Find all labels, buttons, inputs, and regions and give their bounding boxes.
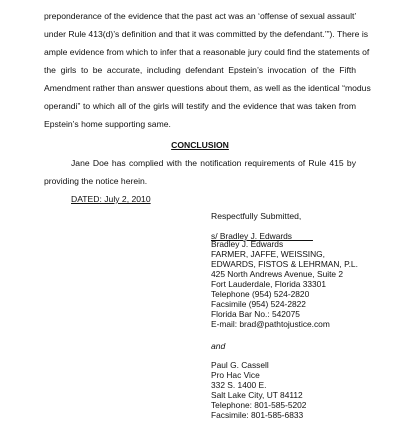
signature-line: EDWARDS, FISTOS & LEHRMAN, P.L. xyxy=(211,259,358,269)
paragraph-line: operandi” to which all of the girls will testify and the evidence that was taken from xyxy=(44,101,356,111)
paragraph-line: preponderance of the evidence that the past act was an ‘offense of sexual assault’ xyxy=(44,11,357,21)
signature-line: Paul G. Cassell xyxy=(211,360,269,370)
signature-line: 332 S. 1400 E. xyxy=(211,380,267,390)
and-conjunction: and xyxy=(211,341,226,351)
paragraph-line: the girls to be accurate, including defendant Epstein’s invocation of the Fifth xyxy=(44,65,356,75)
dated-line: DATED: July 2, 2010 xyxy=(71,194,151,204)
paragraph-line: Amendment rather than answer questions about them, as well as the identical “modus xyxy=(44,83,371,93)
signature-line: Pro Hac Vice xyxy=(211,370,260,380)
signature-line: Telephone (954) 524-2820 xyxy=(211,289,310,299)
paragraph-line: ample evidence from which to infer that a reasonable jury could find the statements of xyxy=(44,47,370,57)
signature-line: FARMER, JAFFE, WEISSING, xyxy=(211,249,326,259)
signature-line: Bradley J. Edwards xyxy=(211,239,284,249)
signature-line: Telephone: 801-585-5202 xyxy=(211,400,307,410)
paragraph-line: providing the notice herein. xyxy=(44,176,148,186)
signature-line: Fort Lauderdale, Florida 33301 xyxy=(211,279,326,289)
signature-line: Salt Lake City, UT 84112 xyxy=(211,390,303,400)
paragraph-line: Jane Doe has complied with the notification requirements of Rule 415 by xyxy=(71,158,356,168)
slash-signature-text: s/ Bradley J. Edwards xyxy=(211,231,292,241)
signature-closing: Respectfully Submitted, xyxy=(211,211,302,221)
signature-line: Facsimile (954) 524-2822 xyxy=(211,299,306,309)
signature-line: Facsimile: 801-585-6833 xyxy=(211,410,304,420)
email-line: E-mail: brad@pathtojustice.com xyxy=(211,319,330,329)
signature-line: 425 North Andrews Avenue, Suite 2 xyxy=(211,269,344,279)
paragraph-line: under Rule 413(d)’s definition and that it was committed by the defendant.’”). There is xyxy=(44,29,369,39)
signature-line: Florida Bar No.: 542075 xyxy=(211,309,300,319)
paragraph-line: Epstein’s home supporting same. xyxy=(44,119,171,129)
conclusion-heading: CONCLUSION xyxy=(171,140,229,150)
